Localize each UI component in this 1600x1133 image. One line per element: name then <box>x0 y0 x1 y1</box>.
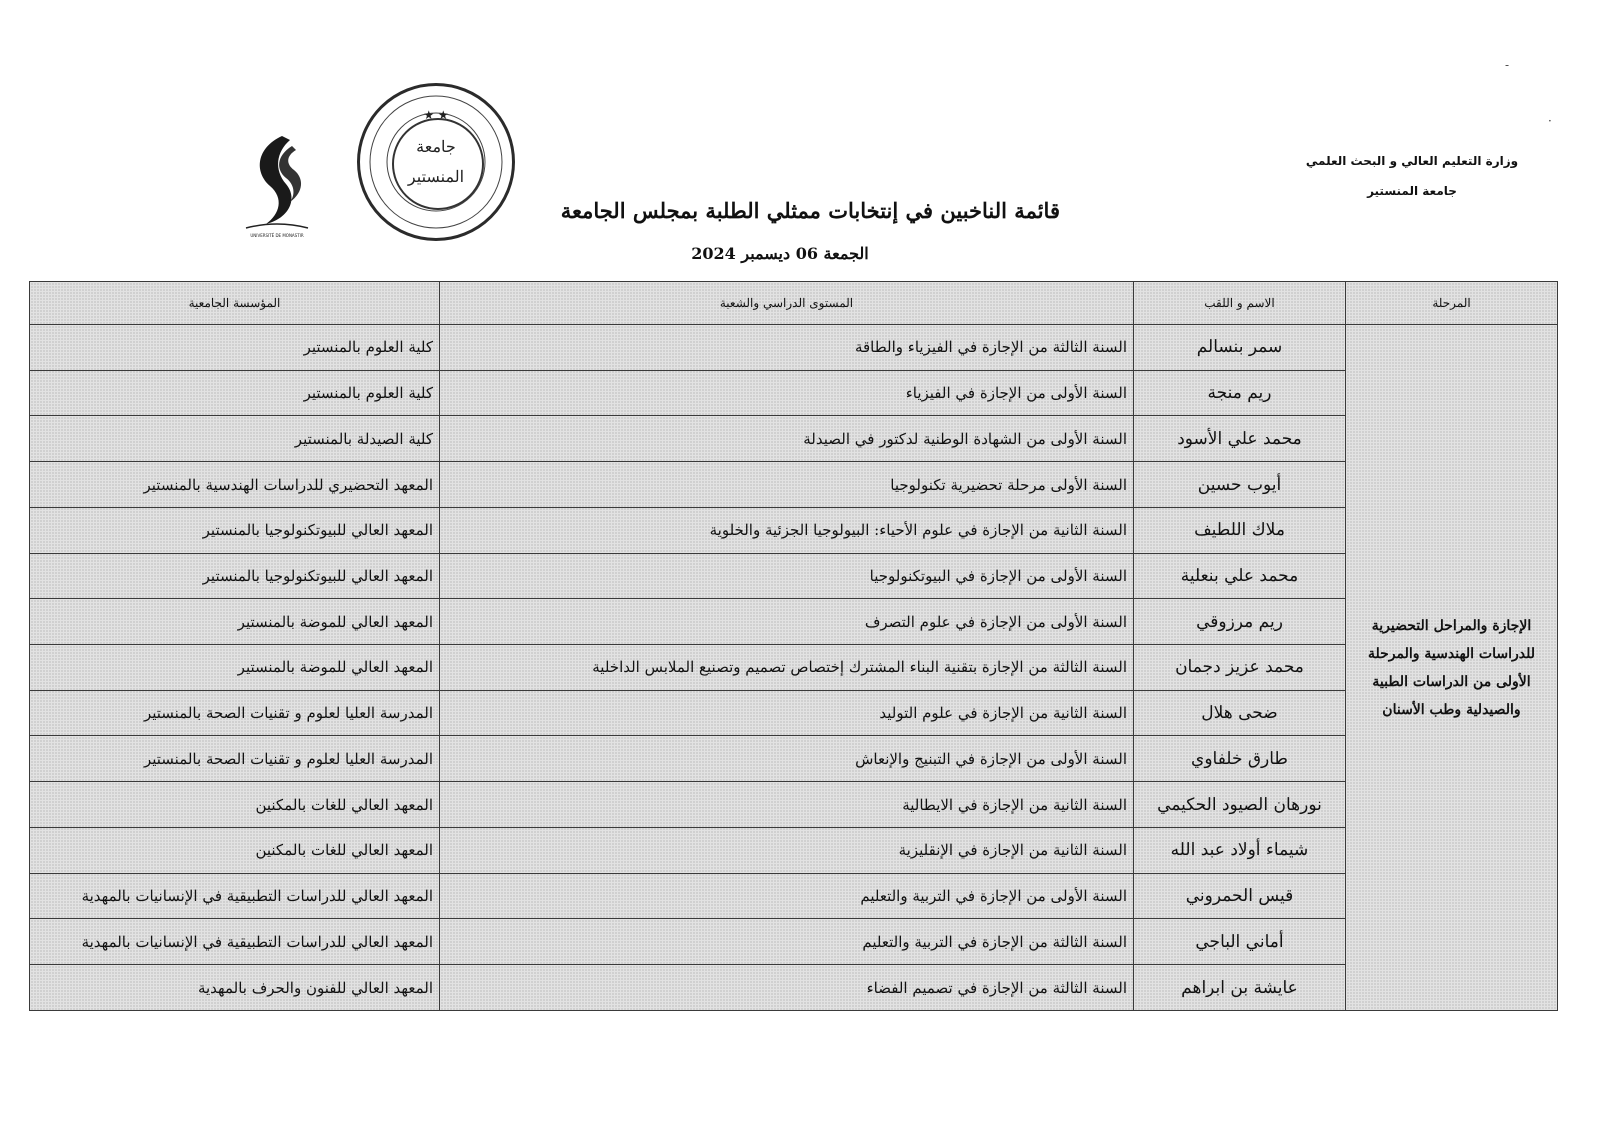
level-cell: السنة الثالثة من الإجازة في تصميم الفضاء <box>440 965 1134 1011</box>
name-cell: طارق خلفاوي <box>1134 736 1346 782</box>
document-title: قائمة الناخبين في إنتخابات ممثلي الطلبة بمجلس الجامعة <box>560 198 1060 223</box>
table-row <box>30 782 1558 828</box>
seal-inner-ring <box>392 118 484 210</box>
column-header-level: المستوى الدراسي والشعبة <box>440 282 1134 325</box>
column-header-stage: المرحلة <box>1346 282 1558 325</box>
name-cell: ريم منجة <box>1134 370 1346 416</box>
scan-mark: · <box>1548 114 1552 128</box>
level-cell: السنة الأولى من الإجازة في البيوتكنولوجيا <box>440 553 1134 599</box>
electors-table <box>29 281 1558 1011</box>
name-cell: سمر بنسالم <box>1134 325 1346 371</box>
name-cell: قيس الحمروني <box>1134 873 1346 919</box>
table-row <box>30 873 1558 919</box>
name-cell: شيماء أولاد عبد الله <box>1134 827 1346 873</box>
level-cell: السنة الثالثة من الإجازة بتقنية البناء المشترك إختصاص تصميم وتصنيع الملابس الداخلية <box>440 645 1134 691</box>
table-row <box>30 645 1558 691</box>
table-row <box>30 736 1558 782</box>
name-cell: أماني الباجي <box>1134 919 1346 965</box>
name-cell: ريم مرزوقي <box>1134 599 1346 645</box>
university-name: جامعة المنستير <box>1367 184 1457 198</box>
document-date: الجمعة 06 ديسمبر 2024 <box>691 244 869 263</box>
name-cell: محمد علي الأسود <box>1134 416 1346 462</box>
level-cell: السنة الثانية من الإجازة في الإنقليزية <box>440 827 1134 873</box>
table-header-row <box>30 282 1558 325</box>
level-cell: السنة الأولى من الشهادة الوطنية لدكتور في الصيدلة <box>440 416 1134 462</box>
level-cell: السنة الثانية من الإجازة في الايطالية <box>440 782 1134 828</box>
name-cell: ضحى هلال <box>1134 690 1346 736</box>
name-cell: ملاك اللطيف <box>1134 507 1346 553</box>
level-cell: السنة الأولى من الإجازة في الفيزياء <box>440 370 1134 416</box>
table-row <box>30 553 1558 599</box>
institution-cell: المدرسة العليا لعلوم و تقنيات الصحة بالمنستير <box>30 690 440 736</box>
institution-cell: المدرسة العليا لعلوم و تقنيات الصحة بالمنستير <box>30 736 440 782</box>
institution-cell: المعهد العالي للبيوتكنولوجيا بالمنستير <box>30 507 440 553</box>
name-cell: محمد عزيز دجمان <box>1134 645 1346 691</box>
level-cell: السنة الأولى مرحلة تحضيرية تكنولوجيا <box>440 462 1134 508</box>
level-cell: السنة الثالثة من الإجازة في التربية والتعليم <box>440 919 1134 965</box>
ministry-name: وزارة التعليم العالي و البحث العلمي <box>1305 154 1519 168</box>
level-cell: السنة الثالثة من الإجازة في الفيزياء والطاقة <box>440 325 1134 371</box>
level-cell: السنة الثانية من الإجازة في علوم التوليد <box>440 690 1134 736</box>
table-row <box>30 325 1558 371</box>
institution-cell: المعهد العالي للغات بالمكنين <box>30 827 440 873</box>
level-cell: السنة الأولى من الإجازة في التبنيج والإنعاش <box>440 736 1134 782</box>
name-cell: أيوب حسين <box>1134 462 1346 508</box>
institution-cell: كلية العلوم بالمنستير <box>30 370 440 416</box>
institution-cell: كلية الصيدلة بالمنستير <box>30 416 440 462</box>
level-cell: السنة الأولى من الإجازة في التربية والتعليم <box>440 873 1134 919</box>
svg-text:المنستير: المنستير <box>407 167 465 186</box>
table-row <box>30 416 1558 462</box>
svg-text:★ ★: ★ ★ <box>423 108 449 122</box>
table-row <box>30 690 1558 736</box>
svg-text:جامعة: جامعة <box>416 137 456 156</box>
table-row <box>30 919 1558 965</box>
table-row <box>30 507 1558 553</box>
scan-mark: - <box>1505 58 1510 72</box>
name-cell: نورهان الصيود الحكيمي <box>1134 782 1346 828</box>
table-row <box>30 965 1558 1011</box>
university-seal <box>357 83 515 241</box>
table-row <box>30 599 1558 645</box>
table-row <box>30 462 1558 508</box>
institution-cell: المعهد التحضيري للدراسات الهندسية بالمنستير <box>30 462 440 508</box>
level-cell: السنة الثانية من الإجازة في علوم الأحياء: البيولوجيا الجزئية والخلوية <box>440 507 1134 553</box>
institution-cell: المعهد العالي للموضة بالمنستير <box>30 599 440 645</box>
institution-cell: المعهد العالي للبيوتكنولوجيا بالمنستير <box>30 553 440 599</box>
institution-cell: المعهد العالي للموضة بالمنستير <box>30 645 440 691</box>
stage-cell: الإجازة والمراحل التحضيرية للدراسات الهندسية والمرحلة الأولى من الدراسات الطبية والصيدلية وطب الأسنان <box>1346 325 1558 1011</box>
column-header-name: الاسم و اللقب <box>1134 282 1346 325</box>
name-cell: محمد علي بنعلية <box>1134 553 1346 599</box>
table-row <box>30 370 1558 416</box>
level-cell: السنة الأولى من الإجازة في علوم التصرف <box>440 599 1134 645</box>
institution-cell: كلية العلوم بالمنستير <box>30 325 440 371</box>
name-cell: عايشة بن ابراهم <box>1134 965 1346 1011</box>
column-header-institution: المؤسسة الجامعية <box>30 282 440 325</box>
institution-cell: المعهد العالي للغات بالمكنين <box>30 782 440 828</box>
table-row <box>30 827 1558 873</box>
institution-cell: المعهد العالي للفنون والحرف بالمهدية <box>30 965 440 1011</box>
letterhead <box>1302 146 1522 206</box>
institution-cell: المعهد العالي للدراسات التطبيقية في الإنسانيات بالمهدية <box>30 873 440 919</box>
svg-text:UNIVERSITÉ DE MONASTIR: UNIVERSITÉ DE MONASTIR <box>250 233 304 238</box>
university-logo-icon <box>236 128 318 240</box>
institution-cell: المعهد العالي للدراسات التطبيقية في الإنسانيات بالمهدية <box>30 919 440 965</box>
